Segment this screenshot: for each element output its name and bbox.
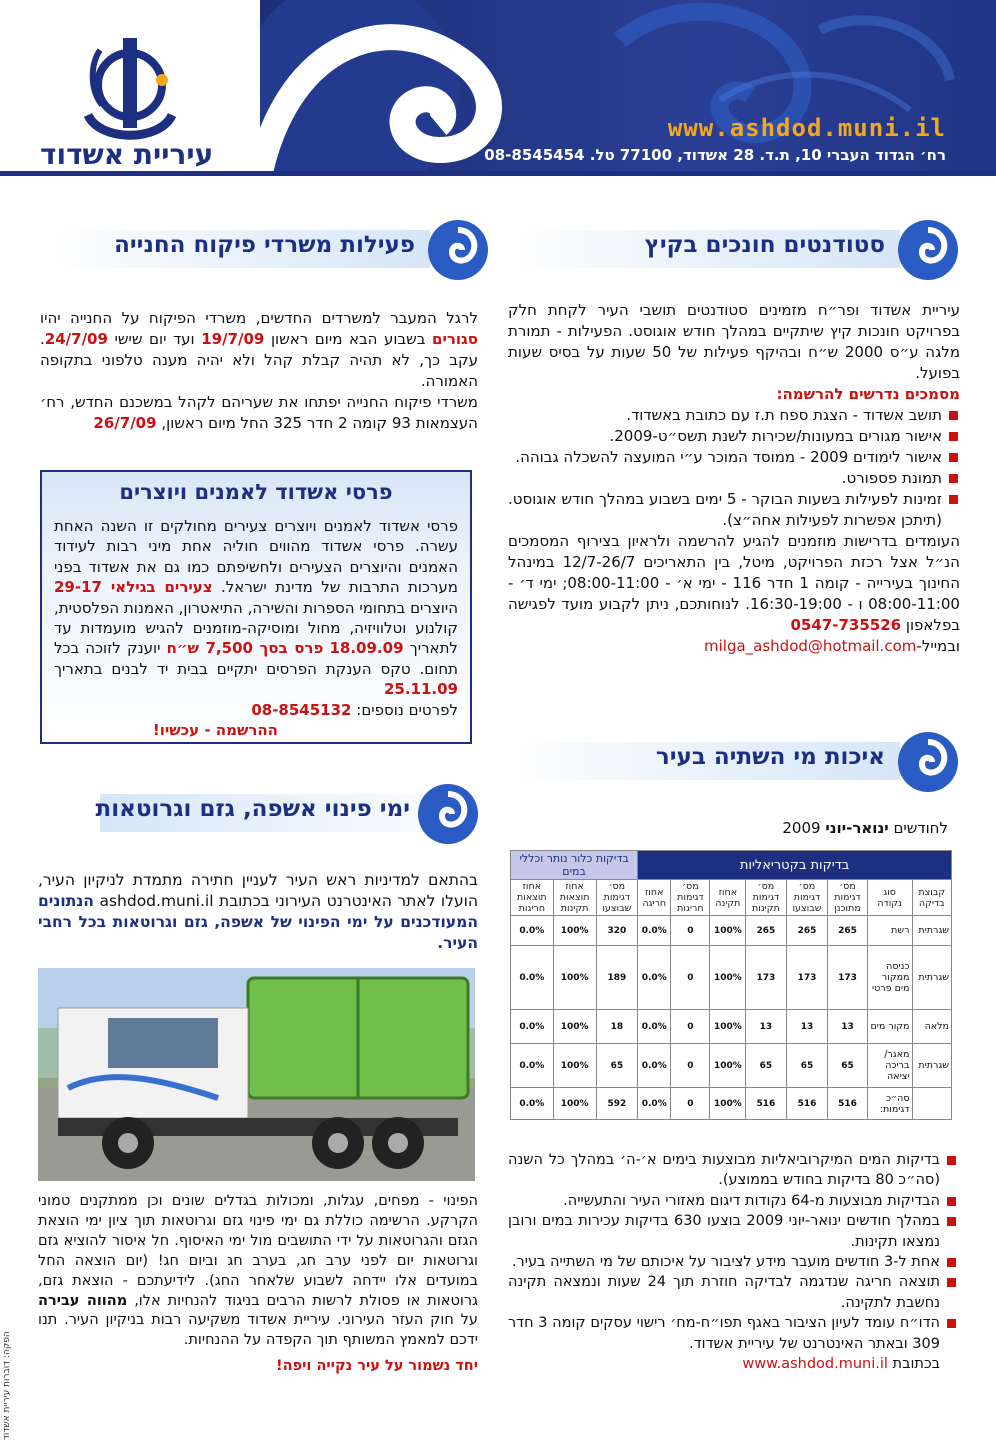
water-period <box>600 818 948 839</box>
prize-title: פרסי אשדוד לאמנים ויוצרים <box>119 480 393 504</box>
column-header: אחוז תוצאות תקינות <box>553 880 596 916</box>
table-row <box>511 916 952 946</box>
column-header: מס׳ דגימות שבוצעו <box>596 880 638 916</box>
email-prefix: ובמייל- <box>916 637 960 655</box>
table-cell: כניסה ממקור מים פרטי <box>867 946 912 1010</box>
cleanup-slogan: יחד נשמור על עיר נקייה ויפה! <box>276 1358 478 1375</box>
logo-text: עיריית אשדוד <box>40 138 214 171</box>
column-header: מס׳ דגימות שבוצעו <box>786 880 828 916</box>
water-title: איכות מי השתיה בעיר <box>655 744 885 770</box>
water-bullets <box>508 1150 958 1354</box>
swirl-icon <box>896 218 960 282</box>
cleanup-intro <box>38 870 478 954</box>
table-header-chlorine: בדיקות כלור נותר וכללי במים <box>511 851 638 880</box>
table-cell: 0 <box>671 916 710 946</box>
table-cell: 100% <box>553 946 596 1010</box>
table-cell: 18 <box>596 1010 638 1044</box>
table-row <box>511 946 952 1010</box>
table-cell: 320 <box>596 916 638 946</box>
header-url[interactable]: www.ashdod.muni.il <box>667 114 946 142</box>
table-cell: 516 <box>828 1088 867 1120</box>
prize-text: יוענק לזוכה בכל תחום. טקס הענקת הפרסים יתקיים בבית יד לבנים בתאריך <box>54 639 458 678</box>
truck-image <box>38 968 475 1181</box>
violation-label: מהווה עבירה <box>38 1292 128 1309</box>
prize-text: פרסי אשדוד לאמנים ויוצרים צעירים מחולקים זו השנה האחת עשרה. פרסי אשדוד מהווים חוליה אחת מיני רבות לעידוד האמנים והיוצרים הצעירים ולחשיפתם כמו גם את אשדוד בפני מערכות התרבות של מדינת ישראל. <box>54 517 458 597</box>
table-row <box>511 1088 952 1120</box>
students-title: סטודנטים חונכים בקיץ <box>644 232 885 258</box>
cleanup-section-title <box>40 782 480 842</box>
table-cell: 13 <box>746 1010 786 1044</box>
water-section-title <box>500 730 960 790</box>
table-cell: רשת <box>867 916 912 946</box>
offices-text: משרדי פיקוח החנייה יפתחו את שעריהם לקהל במשכנם החדש, רח׳ העצמאות 93 קומה 2 חדר 325 החל מיום ראשון, <box>40 393 478 432</box>
list-item: הבדיקות מבוצעות מ-64 נקודות דיגום מאזורי העיר והתעשייה. <box>508 1191 958 1211</box>
offices-section-title <box>40 218 490 278</box>
table-cell: 0 <box>671 1044 710 1088</box>
table-cell: 0 <box>671 1088 710 1120</box>
date-badge: 26/7/09 <box>93 414 157 432</box>
list-item: אחת ל-3 חודשים מועבר מידע לציבור על איכותם של מי השתייה בעיר. <box>508 1252 958 1272</box>
table-cell: 265 <box>746 916 786 946</box>
column-header: סוג נקודה <box>867 880 912 916</box>
table-cell: 100% <box>710 916 746 946</box>
table-cell: 0.0% <box>638 916 671 946</box>
list-item: הדו״ח עומד לעיון הציבור באגף תפו״ח-מח׳ רישוי עסקים קומה 3 חדר 309 ובאתר האינטרנט של עיריית אשדוד. <box>508 1313 958 1354</box>
table-cell: 65 <box>746 1044 786 1088</box>
cleanup-title: ימי פינוי אשפה, גזם וגרוטאות <box>95 796 410 822</box>
offices-text: . עקב כך, לא תהיה קבלת קהל ולא יהיה מענה טלפוני בתקופה האמורה. <box>40 330 478 390</box>
column-header: אחוז חריגה <box>638 880 671 916</box>
period-prefix: לחודשים <box>893 819 948 837</box>
prize-box <box>40 470 472 744</box>
garbage-truck-photo <box>38 968 475 1181</box>
table-cell: 65 <box>786 1044 828 1088</box>
cleanup-body <box>38 1192 478 1377</box>
table-cell: שגרתית <box>912 916 952 946</box>
column-header: אחוז תקינה <box>710 880 746 916</box>
header-address: רח׳ הגדוד העברי 10, ת.ד. 28 אשדוד, 77100 טל. 08-8545454 <box>484 146 946 164</box>
docs-list <box>508 405 960 531</box>
age-label: צעירים בגילאי 29-17 <box>54 578 213 597</box>
list-item: אישור מגורים במעונות/שכירות לשנת תשס״ט-2009. <box>508 426 960 447</box>
cleanup-highlight: הנתונים המעודכנים על ימי הפינוי של אשפה, גזם וגרוטאות בכל רחבי העיר. <box>38 892 478 952</box>
table-cell: 0 <box>671 1010 710 1044</box>
table-cell: 100% <box>553 1010 596 1044</box>
table-cell: 0.0% <box>511 1010 554 1044</box>
column-header: מס׳ דגימות תקינות <box>746 880 786 916</box>
table-header-bact: בדיקות בקטריאליות <box>638 851 952 880</box>
table-cell: מלאה <box>912 1010 952 1044</box>
table-cell: סה״כ דגימות: <box>867 1088 912 1120</box>
table-cell: מאגר/ בריכה יציאה <box>867 1044 912 1088</box>
date-badge: 19/7/09 <box>201 330 265 348</box>
table-cell: 100% <box>553 916 596 946</box>
info-phone: 08-8545132 <box>251 700 352 719</box>
offices-text: ועד יום שישי <box>114 330 195 348</box>
table-cell: שגרתית <box>912 1044 952 1088</box>
table-cell: 0.0% <box>511 1088 554 1120</box>
table-cell: 100% <box>553 1044 596 1088</box>
table-cell: 100% <box>710 1088 746 1120</box>
header-band <box>260 0 996 172</box>
table-cell: 0 <box>671 946 710 1010</box>
header-strip <box>0 171 996 176</box>
table-cell: 65 <box>596 1044 638 1088</box>
table-cell: 592 <box>596 1088 638 1120</box>
students-closing: העומדים בדרישות מוזמנים להגיע להרשמה ולראיון בצירוף המסמכים הנ״ל אצל רכזת הפרויקט, מיטל, בין התאריכים 12/7-26/7 במינהל החינוך בעירייה - קומה 1 חדר 116 - ימי א׳ - 08:00-11:00; ימי ד׳ - 08:00-11:00 ו - 16:30-19:00. לנוחותכם, ניתן לקבוע מועד לפגישה בפלאפון <box>508 532 960 634</box>
column-header: אחוז תוצאות חריגות <box>511 880 554 916</box>
table-cell: 100% <box>710 1010 746 1044</box>
table-cell: 65 <box>828 1044 867 1088</box>
table-cell: 0.0% <box>511 946 554 1010</box>
list-item: במהלך חודשים ינואר-יוני 2009 בוצעו 630 בדיקות עכירות במים ורובן נמצאו תקינות. <box>508 1211 958 1252</box>
list-item: תמונת פספורט. <box>508 468 960 489</box>
students-email[interactable]: milga_ashdod@hotmail.com <box>704 637 917 655</box>
table-cell: 173 <box>828 946 867 1010</box>
deadline-label: 18.09.09 <box>329 639 404 658</box>
list-item: תוצאה חריגה שנדגמה לבדיקה חוזרת תוך 24 שעות ונמצאה תקינה נחשבת לתקינה. <box>508 1272 958 1313</box>
table-cell: 173 <box>746 946 786 1010</box>
table-row <box>511 1044 952 1088</box>
table-cell: 516 <box>786 1088 828 1120</box>
students-body <box>508 300 960 657</box>
table-cell: 13 <box>828 1010 867 1044</box>
list-item: בדיקות המים המיקרוביאליות מבוצעות בימים א׳-ה׳ במהלך כל השנה (סה״כ 80 בדיקות בחודש בממוצע). <box>508 1150 958 1191</box>
swirl-icon <box>416 782 480 846</box>
table-cell: 100% <box>553 1088 596 1120</box>
side-credit: הפקה: דוברות עיריית אשדוד <box>2 1331 12 1440</box>
students-phone: 0547-735526 <box>790 616 902 634</box>
period-months: ינואר-יוני <box>825 819 889 837</box>
period-year: 2009 <box>782 819 821 837</box>
table-cell: 0.0% <box>511 916 554 946</box>
table-cell: 100% <box>710 1044 746 1088</box>
site-prefix: בכתובת <box>892 1356 940 1373</box>
prize-amount: פרס בסך 7,500 ש״ח <box>166 639 324 658</box>
column-header: מס׳ דגימות מתוכנן <box>828 880 867 916</box>
table-cell: 100% <box>710 946 746 1010</box>
page-header <box>0 0 996 175</box>
table-cell: 265 <box>828 916 867 946</box>
closed-label: סגורים <box>432 330 478 348</box>
table-cell: מקור מים <box>867 1010 912 1044</box>
table-cell: 0.0% <box>511 1044 554 1088</box>
prize-body <box>54 516 458 740</box>
offices-text: בשבוע הבא מיום ראשון <box>270 330 426 348</box>
cleanup-text: הפינוי - מפחים, עגלות, ומכולות בגדלים שונים וכן ממתקנים טמוני הקרקע. הרשימה כוללת גם ימי פינוי גזם וגרוטאות תוך ציון ימי הוצאת הגזם והגרוטאות על ידי התושבים מול ימי האיסוף. חל איסור להוציא גזם וגרוטאות יום לפני ערב חג, בערב חג וביום חג! (יום הוצאה החל במועדים אלו יידחה לשבוע שלאחר החג). לידיעתכם - הוצאת גזם, גרוטאות או פסולת לרשות הרבים בניגוד להנחיות אלו, <box>38 1193 478 1309</box>
offices-text: לרגל המעבר למשרדים החדשים, משרדי הפיקוח על החנייה יהיו <box>40 309 478 327</box>
students-section-title <box>500 218 960 278</box>
table-cell: 0.0% <box>638 1010 671 1044</box>
swirl-icon <box>896 730 960 794</box>
offices-title: פעילות משרדי פיקוח החנייה <box>114 232 415 258</box>
table-cell: 0.0% <box>638 1088 671 1120</box>
cleanup-text: בהתאם למדיניות ראש העיר לעניין חתירה מתמדת לניקיון העיר, הועלו לאתר האינטרנט העירוני בכתובת ashdod.muni.il <box>38 871 478 910</box>
table-cell <box>912 1088 952 1120</box>
column-header: מס׳ דגימות חריגות <box>671 880 710 916</box>
cleanup-text: על חוק העזר העירוני. עיריית אשדוד משקיעה רבות בניקיון העיר. תנו ידכם למאמץ המשותף תוך הקפדה על ההנחיות. <box>38 1312 478 1349</box>
table-row <box>511 1010 952 1044</box>
table-cell: 516 <box>746 1088 786 1120</box>
table-cell: 265 <box>786 916 828 946</box>
table-cell: 0.0% <box>638 1044 671 1088</box>
water-quality-table <box>510 850 952 1120</box>
prize-text: היוצרים בתחומי הספרות והשירה, התיאטרון, האמנות הפלסטית, קולנוע וטלוויזיה, מחול ומוסיקה-מוזמנים להגיש מועמדות עד לתאריך <box>54 598 458 658</box>
table-cell: 0.0% <box>638 946 671 1010</box>
table-cell: שגרתית <box>912 946 952 1010</box>
water-notes <box>508 1150 958 1374</box>
list-item: אישור לימודים 2009 - ממוסד המוכר ע״י המועצה להשכלה גבוהה. <box>508 447 960 468</box>
ceremony-date: 25.11.09 <box>383 680 458 699</box>
column-header: קבוצת בדיקה <box>912 880 952 916</box>
table-cell: 13 <box>786 1010 828 1044</box>
date-badge: 24/7/09 <box>44 330 108 348</box>
list-item: תושב אשדוד - הצגת ספח ת.ז עם כתובת באשדוד. <box>508 405 960 426</box>
students-intro: עיריית אשדוד ופר״ח מזמינים סטודנטים תושבי העיר לקחת חלק בפרויקט חונכות קיץ שיתקיים במהלך חודש אוגוסט. הפעילות - תמורת מלגה ע״ס 2000 ש״ח ובהיקף פעילות של 50 שעות על בסיס שעות בפועל. <box>508 301 961 382</box>
register-cta: ההרשמה - עכשיו! <box>152 721 278 740</box>
docs-heading: מסמכים נדרשים להרשמה: <box>776 385 960 403</box>
table-cell: 189 <box>596 946 638 1010</box>
swirl-icon <box>426 218 490 282</box>
offices-body <box>40 308 478 434</box>
site-link[interactable]: www.ashdod.muni.il <box>742 1356 888 1373</box>
info-label: לפרטים נוספים: <box>356 700 458 719</box>
list-item: זמינות לפעילות בשעות הבוקר - 5 ימים בשבוע במהלך חודש אוגוסט. (תיתכן אפשרות לפעילות אחה״צ). <box>508 489 960 531</box>
table-cell: 173 <box>786 946 828 1010</box>
